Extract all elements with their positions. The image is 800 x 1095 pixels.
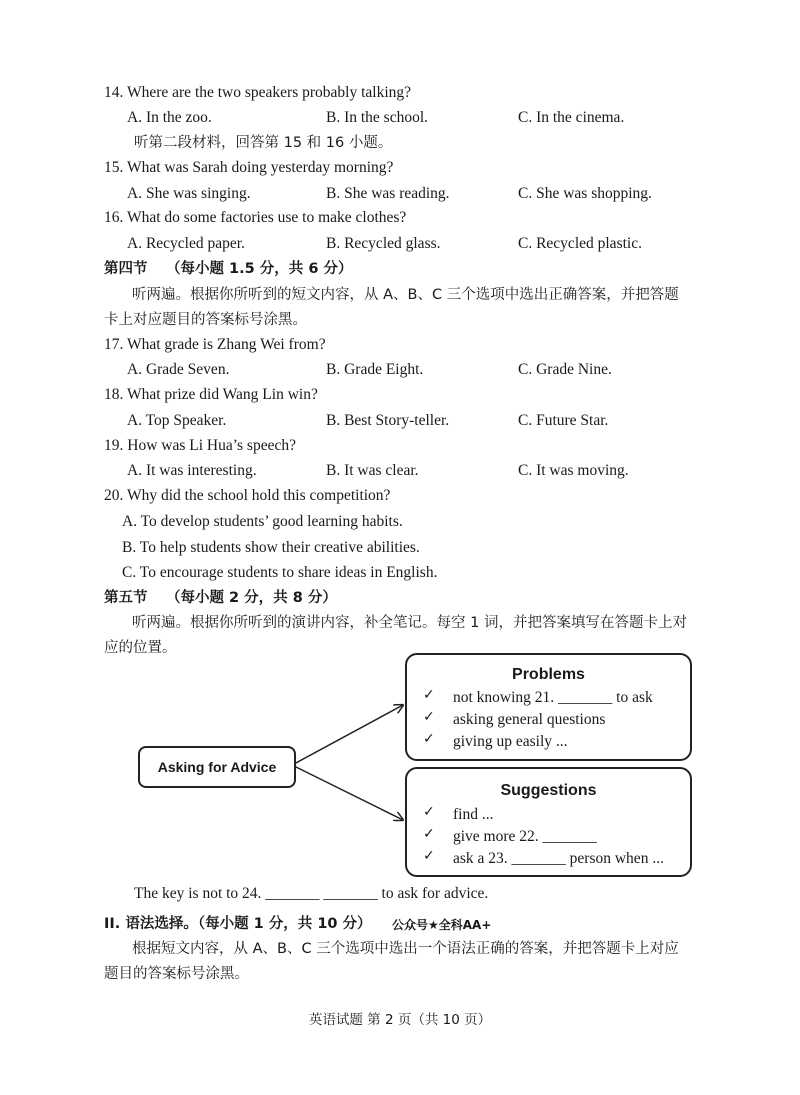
section5-score: （每小题 2 分，共 8 分）: [166, 590, 337, 606]
part2-instruction-line2: 题目的答案标号涂黑。: [104, 966, 249, 982]
check-icon: ✓: [423, 826, 435, 842]
q16-question: 16. What do some factories use to make clothes?: [104, 209, 407, 226]
q19-option-a: A. It was interesting.: [127, 462, 257, 479]
q20-option-b: B. To help students show their creative abilities.: [122, 539, 420, 556]
section4-title: 第四节: [104, 261, 148, 277]
check-icon: ✓: [423, 709, 435, 725]
problems-title: Problems: [512, 666, 585, 683]
q17-question: 17. What grade is Zhang Wei from?: [104, 336, 326, 353]
q17-option-a: A. Grade Seven.: [127, 361, 230, 378]
q20-option-c: C. To encourage students to share ideas in English.: [122, 564, 438, 581]
problem-item-2: asking general questions: [453, 711, 606, 728]
q17-option-c: C. Grade Nine.: [518, 361, 612, 378]
q18-question: 18. What prize did Wang Lin win?: [104, 386, 318, 403]
q19-question: 19. How was Li Hua’s speech?: [104, 437, 296, 454]
check-icon: ✓: [423, 848, 435, 864]
section4-score: （每小题 1.5 分，共 6 分）: [166, 261, 353, 277]
page-footer: 英语试题 第 2 页（共 10 页）: [308, 1012, 492, 1028]
q14-option-a: A. In the zoo.: [127, 109, 212, 126]
q18-option-b: B. Best Story-teller.: [326, 412, 450, 429]
q19-option-c: C. It was moving.: [518, 462, 629, 479]
problems-box: [405, 653, 692, 761]
part2-tag: 公众号★全科AA+: [392, 918, 492, 932]
section4-instruction-line1: 听两遍。根据你所听到的短文内容，从 A、B、C 三个选项中选出正确答案，并把答题: [132, 287, 679, 303]
suggestion-item-2: give more 22. _______: [453, 828, 597, 845]
q16-option-b: B. Recycled glass.: [326, 235, 441, 252]
suggestion-item-1: find ...: [453, 806, 494, 823]
q15-option-c: C. She was shopping.: [518, 185, 652, 202]
suggestions-box: [405, 767, 692, 877]
section5-instruction-line2: 应的位置。: [104, 640, 177, 656]
q16-option-c: C. Recycled plastic.: [518, 235, 642, 252]
section5-title: 第五节: [104, 590, 148, 606]
q20-option-a: A. To develop students’ good learning habits.: [122, 513, 403, 530]
q19-option-b: B. It was clear.: [326, 462, 419, 479]
q15-option-a: A. She was singing.: [127, 185, 251, 202]
arrow-to-suggestions: [294, 766, 403, 820]
section4-instruction-line2: 卡上对应题目的答案标号涂黑。: [104, 312, 307, 328]
instruction-15-16: 听第二段材料，回答第 15 和 16 小题。: [134, 135, 393, 151]
q14-question: 14. Where are the two speakers probably talking?: [104, 84, 412, 101]
key-line: The key is not to 24. _______ _______ to ask for advice.: [134, 885, 489, 902]
suggestion-item-3: ask a 23. _______ person when ...: [453, 850, 664, 867]
center-node-label: Asking for Advice: [157, 759, 277, 775]
part2-instruction-line1: 根据短文内容，从 A、B、C 三个选项中选出一个语法正确的答案，并把答题卡上对应: [132, 941, 679, 957]
check-icon: ✓: [423, 687, 435, 703]
q15-option-b: B. She was reading.: [326, 185, 450, 202]
part2-title: II. 语法选择。（每小题 1 分，共 10 分）: [104, 916, 372, 932]
q17-option-b: B. Grade Eight.: [326, 361, 424, 378]
q20-question: 20. Why did the school hold this competition?: [104, 487, 391, 504]
q18-option-a: A. Top Speaker.: [127, 412, 227, 429]
q15-question: 15. What was Sarah doing yesterday morning?: [104, 159, 394, 176]
check-icon: ✓: [423, 804, 435, 820]
problem-item-3: giving up easily ...: [453, 733, 568, 750]
q14-option-b: B. In the school.: [326, 109, 429, 126]
arrow-to-problems: [294, 705, 403, 764]
q16-option-a: A. Recycled paper.: [127, 235, 245, 252]
section5-instruction-line1: 听两遍。根据你所听到的演讲内容，补全笔记。每空 1 词，并把答案填写在答题卡上对: [132, 615, 687, 631]
center-node-box: [138, 746, 296, 788]
q18-option-c: C. Future Star.: [518, 412, 609, 429]
check-icon: ✓: [423, 731, 435, 747]
problem-item-1: not knowing 21. _______ to ask: [453, 689, 653, 706]
suggestions-title: Suggestions: [500, 782, 597, 799]
q14-option-c: C. In the cinema.: [518, 109, 625, 126]
